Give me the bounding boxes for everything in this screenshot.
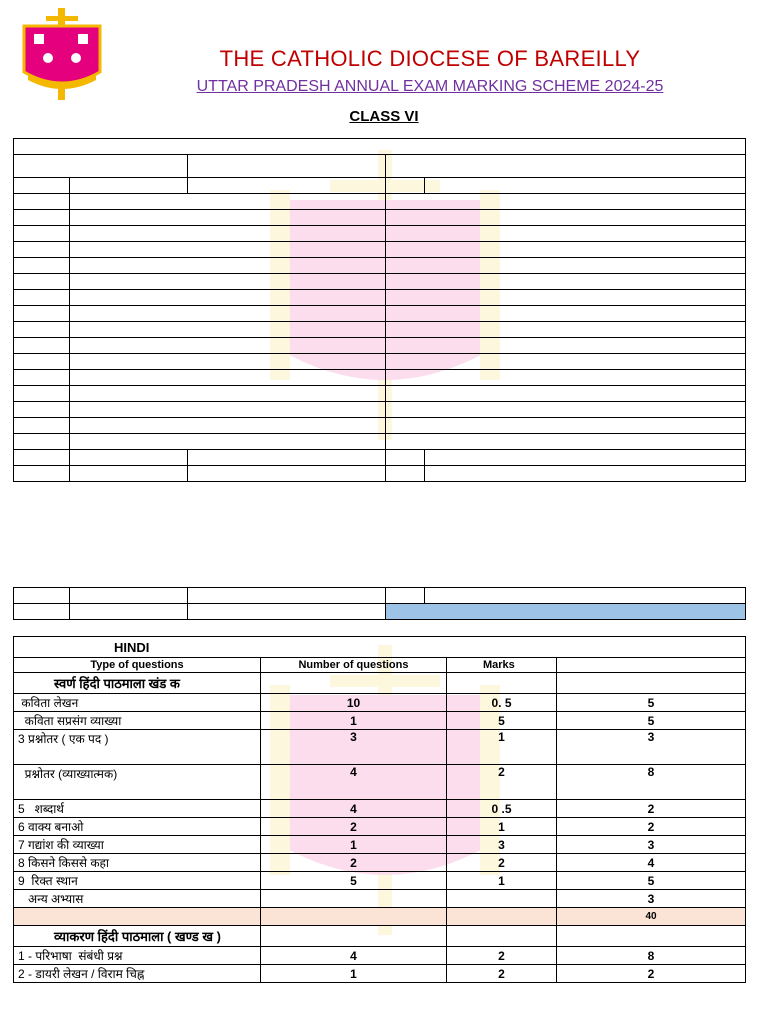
table-cell bbox=[425, 450, 746, 466]
table-cell bbox=[386, 258, 746, 274]
table-row bbox=[14, 818, 746, 836]
table-row bbox=[14, 890, 746, 908]
marks-cell: 0 .5 bbox=[447, 800, 557, 818]
table-cell bbox=[188, 588, 386, 604]
number-of-questions-cell: 4 bbox=[261, 765, 447, 800]
hindi-marking-table bbox=[13, 636, 746, 983]
question-type-cell: 9 रिक्त स्थान bbox=[14, 872, 261, 890]
table-cell bbox=[70, 418, 386, 434]
table-row bbox=[14, 274, 746, 290]
table-row bbox=[14, 604, 746, 620]
total-marks-cell: 4 bbox=[557, 854, 746, 872]
table-row bbox=[14, 194, 746, 210]
total-marks-cell: 40 bbox=[557, 908, 746, 926]
table-cell bbox=[14, 466, 70, 482]
table-cell bbox=[70, 258, 386, 274]
header-row bbox=[14, 658, 746, 673]
total-marks-cell: 2 bbox=[557, 800, 746, 818]
table-cell bbox=[70, 354, 386, 370]
table-row bbox=[14, 386, 746, 402]
number-of-questions-cell: 10 bbox=[261, 694, 447, 712]
question-type-cell: 2 - डायरी लेखन / विराम चिह्न bbox=[14, 965, 261, 983]
table-cell bbox=[14, 418, 70, 434]
table-cell bbox=[386, 386, 746, 402]
number-of-questions-cell bbox=[261, 890, 447, 908]
table-cell bbox=[386, 194, 746, 210]
table-cell bbox=[70, 242, 386, 258]
number-of-questions-cell: 2 bbox=[261, 818, 447, 836]
marks-cell: 2 bbox=[447, 765, 557, 800]
diocese-crest-icon bbox=[20, 8, 104, 100]
table-row bbox=[14, 155, 746, 178]
table-row bbox=[14, 730, 746, 765]
page-subtitle: UTTAR PRADESH ANNUAL EXAM MARKING SCHEME 2024-25 bbox=[196, 78, 664, 95]
table-row bbox=[14, 765, 746, 800]
table-row bbox=[14, 712, 746, 730]
section-row bbox=[14, 673, 746, 694]
table-row bbox=[14, 854, 746, 872]
table-cell bbox=[70, 322, 386, 338]
total-marks-cell: 8 bbox=[557, 765, 746, 800]
question-type-cell: स्वर्ण हिंदी पाठमाला खंड क bbox=[14, 673, 261, 694]
marks-cell: 2 bbox=[447, 854, 557, 872]
table-cell bbox=[188, 450, 386, 466]
question-type-cell: 5 शब्दार्थ bbox=[14, 800, 261, 818]
marks-cell: 2 bbox=[447, 947, 557, 965]
table-cell bbox=[386, 178, 425, 194]
table-cell bbox=[386, 290, 746, 306]
table-row bbox=[14, 178, 746, 194]
question-type-cell: कविता सप्रसंग व्याख्या bbox=[14, 712, 261, 730]
table-cell bbox=[14, 386, 70, 402]
header-type: Type of questions bbox=[14, 658, 261, 673]
table-cell bbox=[386, 418, 746, 434]
question-type-cell: व्याकरण हिंदी पाठमाला ( खण्ड ख ) bbox=[14, 926, 261, 947]
table-cell bbox=[425, 178, 746, 194]
number-of-questions-cell: 1 bbox=[261, 836, 447, 854]
blank-grid-table bbox=[13, 138, 746, 482]
table-row bbox=[14, 947, 746, 965]
question-type-cell: 7 गद्यांश की व्याख्या bbox=[14, 836, 261, 854]
blank-grid-table-small bbox=[13, 587, 746, 620]
number-of-questions-cell bbox=[261, 926, 447, 947]
total-marks-cell: 5 bbox=[557, 712, 746, 730]
table-cell bbox=[14, 258, 70, 274]
table-row bbox=[14, 226, 746, 242]
marks-cell bbox=[447, 890, 557, 908]
header-total bbox=[557, 658, 746, 673]
marks-cell: 3 bbox=[447, 836, 557, 854]
table-cell bbox=[70, 178, 188, 194]
number-of-questions-cell: 4 bbox=[261, 800, 447, 818]
table-cell bbox=[70, 434, 386, 450]
total-marks-cell: 2 bbox=[557, 965, 746, 983]
table-cell bbox=[70, 450, 188, 466]
subject-row bbox=[14, 637, 746, 658]
table-cell bbox=[386, 210, 746, 226]
table-row bbox=[14, 434, 746, 450]
table-cell bbox=[188, 178, 386, 194]
table-cell bbox=[70, 402, 386, 418]
table-cell bbox=[70, 386, 386, 402]
table-cell bbox=[14, 370, 70, 386]
section-row bbox=[14, 926, 746, 947]
table-cell bbox=[425, 588, 746, 604]
table-cell bbox=[70, 194, 386, 210]
table-cell bbox=[14, 210, 70, 226]
table-row bbox=[14, 965, 746, 983]
number-of-questions-cell: 3 bbox=[261, 730, 447, 765]
table-cell bbox=[70, 290, 386, 306]
table-cell bbox=[386, 588, 425, 604]
marks-cell: 1 bbox=[447, 818, 557, 836]
table-cell bbox=[188, 155, 386, 178]
table-cell bbox=[14, 194, 70, 210]
number-of-questions-cell bbox=[261, 673, 447, 694]
subject-title: HINDI bbox=[14, 637, 746, 658]
number-of-questions-cell bbox=[261, 908, 447, 926]
table-row bbox=[14, 338, 746, 354]
number-of-questions-cell: 2 bbox=[261, 854, 447, 872]
table-cell bbox=[188, 604, 386, 620]
table-cell bbox=[14, 274, 70, 290]
table-cell bbox=[386, 242, 746, 258]
question-type-cell: कविता लेखन bbox=[14, 694, 261, 712]
page-title: THE CATHOLIC DIOCESE OF BAREILLY bbox=[219, 46, 641, 71]
question-type-cell: प्रश्नोतर (व्याख्यात्मक) bbox=[14, 765, 261, 800]
table-row bbox=[14, 354, 746, 370]
table-cell bbox=[14, 338, 70, 354]
table-cell bbox=[386, 370, 746, 386]
table-cell bbox=[386, 322, 746, 338]
total-marks-cell: 3 bbox=[557, 890, 746, 908]
table-row bbox=[14, 908, 746, 926]
table-cell bbox=[70, 604, 188, 620]
table-cell bbox=[14, 242, 70, 258]
number-of-questions-cell: 1 bbox=[261, 712, 447, 730]
table-cell bbox=[14, 604, 70, 620]
table-cell bbox=[14, 450, 70, 466]
table-cell bbox=[70, 210, 386, 226]
table-row bbox=[14, 242, 746, 258]
question-type-cell: अन्य अभ्यास bbox=[14, 890, 261, 908]
table-row bbox=[14, 450, 746, 466]
table-cell bbox=[386, 155, 746, 178]
class-label: CLASS VI bbox=[349, 108, 419, 125]
total-marks-cell bbox=[557, 673, 746, 694]
table-row bbox=[14, 139, 746, 155]
table-row bbox=[14, 258, 746, 274]
table-cell bbox=[386, 226, 746, 242]
marks-cell bbox=[447, 908, 557, 926]
table-cell bbox=[14, 306, 70, 322]
table-cell bbox=[14, 322, 70, 338]
question-type-cell: 8 किसने किससे कहा bbox=[14, 854, 261, 872]
table-row bbox=[14, 402, 746, 418]
table-cell bbox=[14, 155, 188, 178]
header-number: Number of questions bbox=[261, 658, 447, 673]
marks-cell: 0. 5 bbox=[447, 694, 557, 712]
table-cell bbox=[14, 226, 70, 242]
total-marks-cell: 3 bbox=[557, 836, 746, 854]
table-cell bbox=[188, 466, 386, 482]
table-cell bbox=[14, 588, 70, 604]
question-type-cell bbox=[14, 908, 261, 926]
table-cell bbox=[70, 466, 188, 482]
marks-cell: 1 bbox=[447, 872, 557, 890]
table-row bbox=[14, 306, 746, 322]
marks-cell: 1 bbox=[447, 730, 557, 765]
table-cell bbox=[386, 434, 746, 450]
table-row bbox=[14, 872, 746, 890]
total-marks-cell bbox=[557, 926, 746, 947]
table-cell bbox=[70, 306, 386, 322]
table-cell bbox=[70, 274, 386, 290]
table-row bbox=[14, 290, 746, 306]
header-marks: Marks bbox=[447, 658, 557, 673]
marks-cell bbox=[447, 673, 557, 694]
table-cell bbox=[386, 354, 746, 370]
marks-cell: 5 bbox=[447, 712, 557, 730]
total-marks-cell: 5 bbox=[557, 694, 746, 712]
number-of-questions-cell: 5 bbox=[261, 872, 447, 890]
table-row bbox=[14, 418, 746, 434]
marks-cell: 2 bbox=[447, 965, 557, 983]
question-type-cell: 3 प्रश्नोतर ( एक पद ) bbox=[14, 730, 261, 765]
total-marks-cell: 2 bbox=[557, 818, 746, 836]
table-cell bbox=[386, 338, 746, 354]
question-type-cell: 6 वाक्य बनाओ bbox=[14, 818, 261, 836]
table-cell bbox=[14, 402, 70, 418]
table-row bbox=[14, 800, 746, 818]
table-cell bbox=[70, 370, 386, 386]
table-row bbox=[14, 322, 746, 338]
table-row bbox=[14, 466, 746, 482]
table-cell bbox=[14, 139, 746, 155]
number-of-questions-cell: 1 bbox=[261, 965, 447, 983]
total-marks-cell: 5 bbox=[557, 872, 746, 890]
table-row bbox=[14, 836, 746, 854]
table-cell bbox=[14, 290, 70, 306]
table-cell bbox=[70, 226, 386, 242]
table-row bbox=[14, 210, 746, 226]
table-row bbox=[14, 694, 746, 712]
shaded-cell bbox=[386, 604, 746, 620]
table-cell bbox=[386, 450, 425, 466]
table-cell bbox=[386, 466, 425, 482]
number-of-questions-cell: 4 bbox=[261, 947, 447, 965]
total-marks-cell: 8 bbox=[557, 947, 746, 965]
table-cell bbox=[14, 178, 70, 194]
table-cell bbox=[386, 274, 746, 290]
table-row bbox=[14, 588, 746, 604]
table-cell bbox=[425, 466, 746, 482]
table-cell bbox=[386, 402, 746, 418]
table-cell bbox=[70, 338, 386, 354]
table-cell bbox=[386, 306, 746, 322]
table-cell bbox=[70, 588, 188, 604]
table-cell bbox=[14, 354, 70, 370]
marks-cell bbox=[447, 926, 557, 947]
table-cell bbox=[14, 434, 70, 450]
total-marks-cell: 3 bbox=[557, 730, 746, 765]
table-row bbox=[14, 370, 746, 386]
question-type-cell: 1 - परिभाषा संबंधी प्रश्न bbox=[14, 947, 261, 965]
